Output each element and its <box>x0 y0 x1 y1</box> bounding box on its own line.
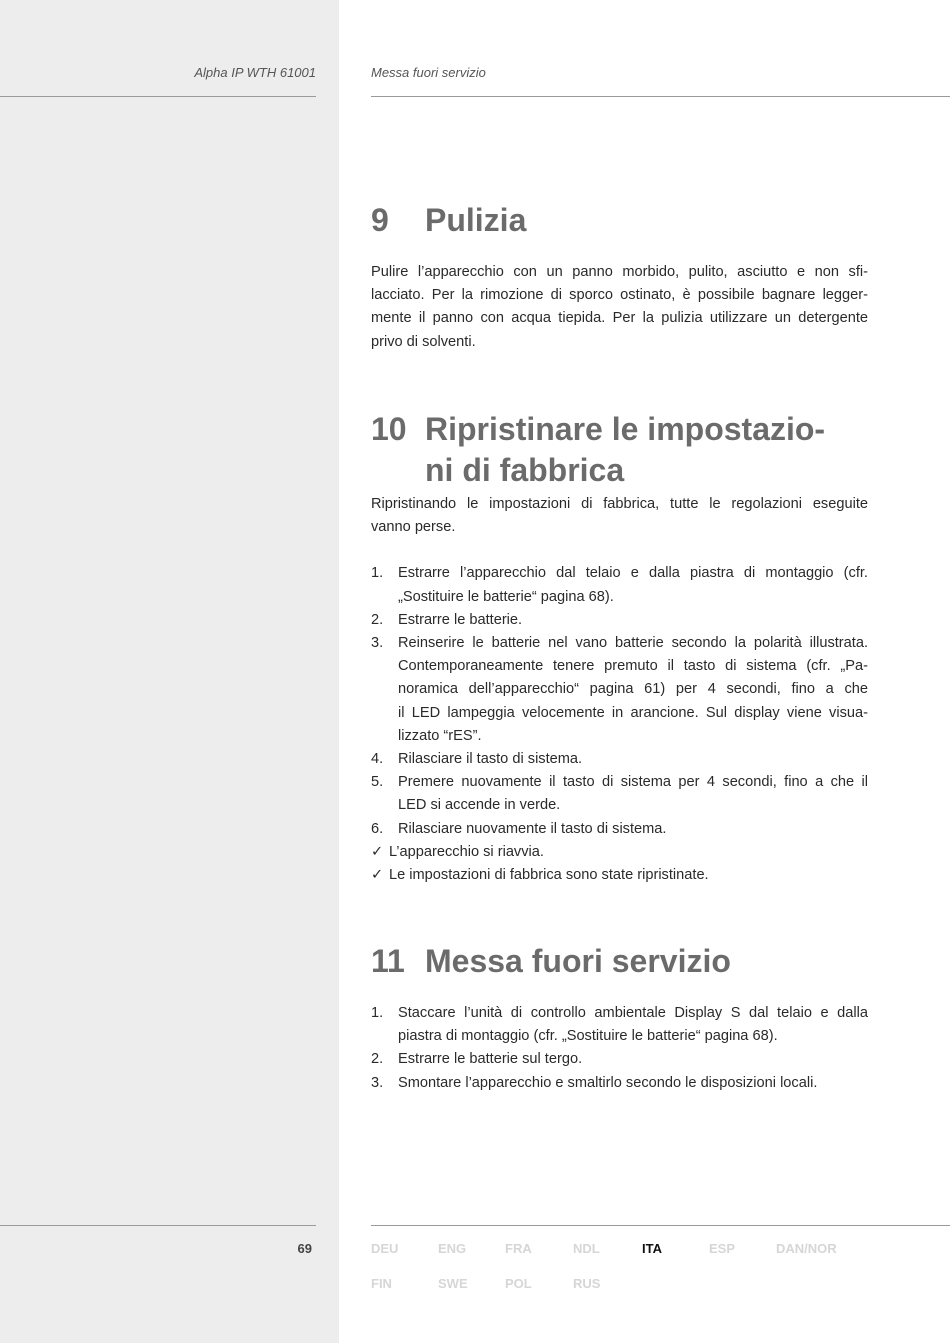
text-line: Staccare l’unità di controllo ambientale Display S dal telaio e dalla <box>398 1005 868 1021</box>
paragraph <box>371 261 868 354</box>
text-line: Rilasciare il tasto di sistema. <box>398 751 583 768</box>
paragraph <box>371 493 868 539</box>
text-line: lizzato “rES”. <box>398 727 482 744</box>
text-line: Contemporaneamente tenere premuto il tasto di sistema (cfr. „Pa- <box>398 658 868 675</box>
language-link-esp[interactable]: ESP <box>709 1241 736 1256</box>
text-line: L’apparecchio si riavvia. <box>389 843 544 860</box>
section-title: ni di fabbrica <box>425 452 625 488</box>
list-item <box>371 864 868 887</box>
list-number: 2. <box>371 1051 384 1068</box>
header-product: Alpha IP WTH 61001 <box>194 65 316 80</box>
section-body <box>371 493 868 887</box>
text-line: privo di solventi. <box>371 333 476 350</box>
section-number: 11 <box>371 943 405 979</box>
section-title: Ripristinare le impostazio- <box>425 411 826 447</box>
language-link-fin[interactable]: FIN <box>371 1276 392 1291</box>
list-number: 2. <box>371 611 384 628</box>
language-link-eng[interactable]: ENG <box>438 1241 467 1256</box>
list-item <box>371 1072 868 1095</box>
text-line: mente il panno con acqua tiepida. Per la pulizia utilizzare un detergente <box>371 310 868 327</box>
list-number: 1. <box>371 565 384 582</box>
list-item <box>371 818 868 841</box>
list-item <box>371 841 868 864</box>
text-line: Estrarre l’apparecchio dal telaio e dalla piastra di montaggio (cfr. <box>398 565 868 582</box>
list-item <box>371 562 868 608</box>
text-line: vanno perse. <box>371 519 456 536</box>
text-line: Le impostazioni di fabbrica sono state ripristinate. <box>389 867 709 884</box>
text-line: „Sostituire le batterie“ pagina 68). <box>398 588 614 605</box>
text-line: Premere nuovamente il tasto di sistema per 4 secondi, fino a che il <box>398 774 868 791</box>
checkmark-icon: ✓ <box>371 867 384 884</box>
list-number: 5. <box>371 774 384 791</box>
list-item <box>371 609 868 632</box>
language-link-dan-nor[interactable]: DAN/NOR <box>776 1241 837 1256</box>
text-line: Rilasciare nuovamente il tasto di sistema. <box>398 820 667 837</box>
text-line: il LED lampeggia velocemente in arancione. Sul display viene visua- <box>398 704 868 721</box>
language-link-pol[interactable]: POL <box>505 1276 532 1291</box>
text-line: LED si accende in verde. <box>398 797 561 814</box>
list-number: 3. <box>371 1074 384 1091</box>
language-link-ita[interactable]: ITA <box>642 1241 662 1256</box>
list-item <box>371 1048 868 1071</box>
header-rule-left <box>0 96 316 97</box>
checkmark-icon: ✓ <box>371 843 384 860</box>
page-number: 69 <box>297 1241 312 1256</box>
section-number: 10 <box>371 411 407 447</box>
text-line: Ripristinando le impostazioni di fabbrica, tutte le regolazioni eseguite <box>371 496 868 512</box>
list-number: 1. <box>371 1005 384 1021</box>
text-line: Estrarre le batterie sul tergo. <box>398 1051 583 1068</box>
language-link-swe[interactable]: SWE <box>438 1276 468 1291</box>
header-rule-right <box>371 96 950 97</box>
list-item <box>371 771 868 817</box>
header-chapter: Messa fuori servizio <box>371 65 486 80</box>
section-body <box>371 261 868 354</box>
text-line: noramica dell’apparecchio“ pagina 61) per 4 secondi, fino a che <box>398 681 868 698</box>
list-item <box>371 632 868 748</box>
page-margin-band <box>0 0 339 1343</box>
text-line: Estrarre le batterie. <box>398 611 523 628</box>
section-body <box>371 1002 868 1095</box>
text-line: Reinserire le batterie nel vano batterie secondo la polarità illustrata. <box>398 635 868 652</box>
text-line: Smontare l’apparecchio e smaltirlo secondo le disposizioni locali. <box>398 1074 818 1091</box>
list-item <box>371 748 868 771</box>
list-number: 4. <box>371 751 384 768</box>
section-title: Pulizia <box>425 202 527 238</box>
section-title: Messa fuori servizio <box>425 943 731 979</box>
footer-rule-right <box>371 1225 950 1226</box>
text-line: Pulire l’apparecchio con un panno morbido, pulito, asciutto e non sfi- <box>371 264 868 280</box>
language-link-deu[interactable]: DEU <box>371 1241 399 1256</box>
language-link-fra[interactable]: FRA <box>505 1241 532 1256</box>
language-link-rus[interactable]: RUS <box>573 1276 601 1291</box>
language-link-ndl[interactable]: NDL <box>573 1241 600 1256</box>
text-line: lacciato. Per la rimozione di sporco ostinato, è possibile bagnare legger- <box>371 287 868 304</box>
list-item <box>371 1002 868 1048</box>
list-number: 6. <box>371 820 384 837</box>
section-number: 9 <box>371 202 389 238</box>
list-number: 3. <box>371 635 384 652</box>
text-line: piastra di montaggio (cfr. „Sostituire le batterie“ pagina 68). <box>398 1028 778 1045</box>
footer-rule-left <box>0 1225 316 1226</box>
